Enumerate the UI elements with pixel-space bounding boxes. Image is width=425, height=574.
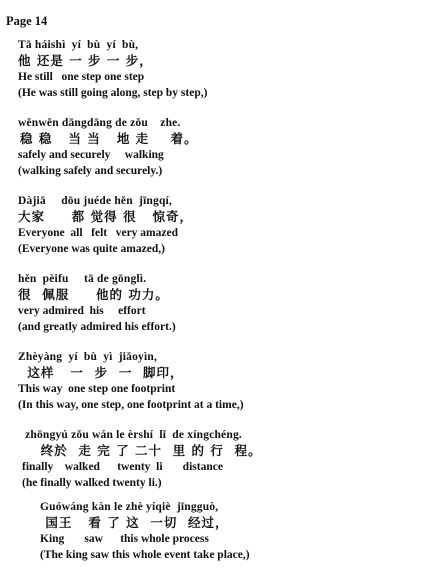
hanzi-line: 很 佩服 他的 功力。 bbox=[18, 287, 169, 302]
pinyin-line: Dàjiā dōu juéde hěn jīngqí, bbox=[18, 195, 173, 207]
translation-line: (and greatly admired his effort.) bbox=[18, 321, 176, 333]
translation-line: (In this way, one step, one footprint at a time,) bbox=[18, 399, 244, 411]
hanzi-line: 大家 都 觉得 很 惊奇， bbox=[18, 209, 194, 224]
hanzi-line: 这样 一 步 一 脚印， bbox=[22, 365, 184, 380]
gloss-line: This way one step one footprint bbox=[18, 383, 176, 395]
translation-line: (he finally walked twenty li.) bbox=[22, 477, 162, 489]
translation-line: (He was still going along, step by step,) bbox=[18, 87, 208, 99]
hanzi-line: 稳 稳 当 当 地 走 着。 bbox=[20, 131, 198, 146]
pinyin-line: wěnwěn dāngdāng de zǒu zhe. bbox=[18, 117, 181, 129]
pinyin-line: Tā háishì yí bù yí bù, bbox=[18, 39, 139, 51]
hanzi-line: 国王 看 了 这 一切 经过， bbox=[40, 515, 229, 530]
translation-line: (Everyone was quite amazed,) bbox=[18, 243, 165, 255]
pinyin-line: Guówáng kàn le zhè yíqiè jīngguò, bbox=[40, 501, 219, 513]
pinyin-line: Zhèyàng yí bù yì jiǎoyìn, bbox=[18, 351, 158, 363]
gloss-line: King saw this whole process bbox=[40, 533, 209, 545]
gloss-line: very admired his effort bbox=[18, 305, 146, 317]
translation-line: (walking safely and securely.) bbox=[18, 165, 163, 177]
pinyin-line: zhōngyú zǒu wán le èrshí lǐ de xíngchéng. bbox=[22, 429, 242, 441]
translation-line: (The king saw this whole event take place,) bbox=[40, 549, 250, 561]
pinyin-line: hěn pèifu tā de gōnglì. bbox=[18, 273, 147, 285]
gloss-line: Everyone all felt very amazed bbox=[18, 227, 178, 239]
hanzi-line: 终於 走 完 了 二十 里 的 行 程。 bbox=[30, 443, 262, 458]
gloss-line: safely and securely walking bbox=[18, 149, 164, 161]
page-number: Page 14 bbox=[6, 14, 48, 28]
hanzi-line: 他 还是 一 步 一 步， bbox=[18, 53, 153, 68]
gloss-line: finally walked twenty li distance bbox=[22, 461, 223, 473]
gloss-line: He still one step one step bbox=[18, 71, 145, 83]
